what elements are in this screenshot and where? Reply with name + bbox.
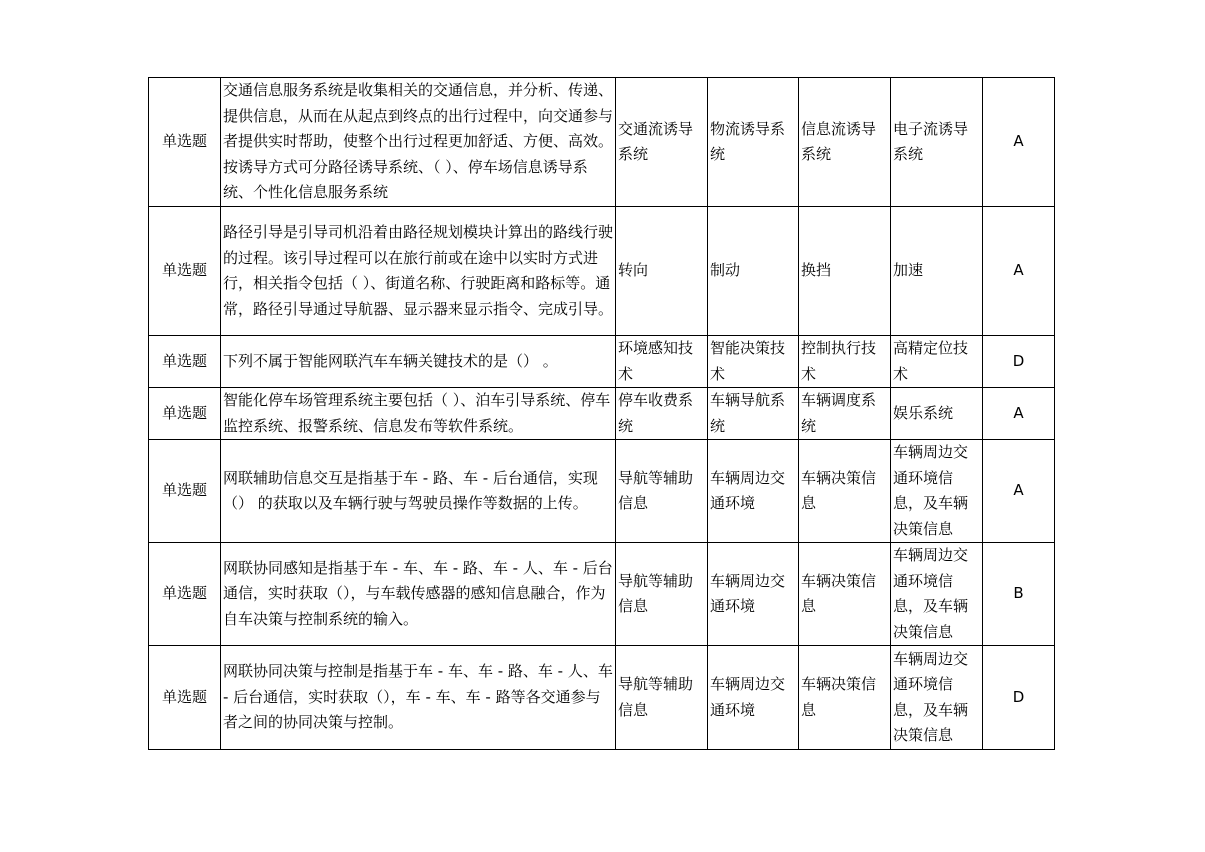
option-b: 物流诱导系统 (708, 78, 799, 207)
option-a: 交通流诱导系统 (616, 78, 708, 207)
question-text: 网联辅助信息交互是指基于车 - 路、车 - 后台通信，实现（） 的获取以及车辆行驶与驾驶员操作等数据的上传。 (221, 440, 616, 543)
question-type: 单选题 (149, 646, 221, 750)
answer: A (983, 388, 1055, 440)
question-type: 单选题 (149, 78, 221, 207)
question-text: 智能化停车场管理系统主要包括（ ）、泊车引导系统、停车监控系统、报警系统、信息发布等软件系统。 (221, 388, 616, 440)
option-b: 车辆周边交通环境 (708, 543, 799, 646)
option-a: 转向 (616, 207, 708, 336)
option-c: 车辆调度系统 (799, 388, 891, 440)
option-d: 车辆周边交通环境信息，及车辆决策信息 (891, 543, 983, 646)
answer: A (983, 207, 1055, 336)
option-c: 车辆决策信息 (799, 543, 891, 646)
option-a: 停车收费系统 (616, 388, 708, 440)
option-c: 车辆决策信息 (799, 440, 891, 543)
question-text: 路径引导是引导司机沿着由路径规划模块计算出的路线行驶的过程。该引导过程可以在旅行前或在途中以实时方式进行，相关指令包括（ ）、街道名称、行驶距离和路标等。通常，路径引导通过导航器、显示器来显示指令、完成引导。 (221, 207, 616, 336)
question-type: 单选题 (149, 207, 221, 336)
option-c: 车辆决策信息 (799, 646, 891, 750)
table-row (149, 646, 1055, 750)
answer: A (983, 440, 1055, 543)
question-type: 单选题 (149, 543, 221, 646)
option-c: 控制执行技术 (799, 336, 891, 388)
question-text: 网联协同决策与控制是指基于车 - 车、车 - 路、车 - 人、车 - 后台通信，实时获取（），车 - 车、车 - 路等各交通参与者之间的协同决策与控制。 (221, 646, 616, 750)
answer: D (983, 336, 1055, 388)
question-text: 网联协同感知是指基于车 - 车、车 - 路、车 - 人、车 - 后台通信，实时获取（），与车载传感器的感知信息融合，作为自车决策与控制系统的输入。 (221, 543, 616, 646)
table-row (149, 207, 1055, 336)
table-row (149, 336, 1055, 388)
option-d: 电子流诱导系统 (891, 78, 983, 207)
table-row (149, 543, 1055, 646)
option-a: 导航等辅助信息 (616, 440, 708, 543)
answer: D (983, 646, 1055, 750)
answer: A (983, 78, 1055, 207)
answer: B (983, 543, 1055, 646)
question-type: 单选题 (149, 336, 221, 388)
table-row (149, 440, 1055, 543)
option-c: 信息流诱导系统 (799, 78, 891, 207)
question-text: 下列不属于智能网联汽车车辆关键技术的是（） 。 (221, 336, 616, 388)
option-b: 车辆导航系统 (708, 388, 799, 440)
option-a: 导航等辅助信息 (616, 646, 708, 750)
question-table (148, 77, 1055, 750)
option-d: 车辆周边交通环境信息，及车辆决策信息 (891, 440, 983, 543)
option-d: 车辆周边交通环境信息，及车辆决策信息 (891, 646, 983, 750)
option-b: 智能决策技术 (708, 336, 799, 388)
option-b: 车辆周边交通环境 (708, 440, 799, 543)
option-d: 加速 (891, 207, 983, 336)
option-a: 环境感知技术 (616, 336, 708, 388)
question-type: 单选题 (149, 440, 221, 543)
table-row (149, 388, 1055, 440)
table-row (149, 78, 1055, 207)
option-d: 娱乐系统 (891, 388, 983, 440)
option-b: 车辆周边交通环境 (708, 646, 799, 750)
option-d: 高精定位技术 (891, 336, 983, 388)
question-type: 单选题 (149, 388, 221, 440)
option-b: 制动 (708, 207, 799, 336)
question-text: 交通信息服务系统是收集相关的交通信息，并分析、传递、提供信息，从而在从起点到终点的出行过程中，向交通参与者提供实时帮助，使整个出行过程更加舒适、方便、高效。按诱导方式可分路径诱导系统、（ ）、停车场信息诱导系统、个性化信息服务系统 (221, 78, 616, 207)
option-a: 导航等辅助信息 (616, 543, 708, 646)
option-c: 换挡 (799, 207, 891, 336)
